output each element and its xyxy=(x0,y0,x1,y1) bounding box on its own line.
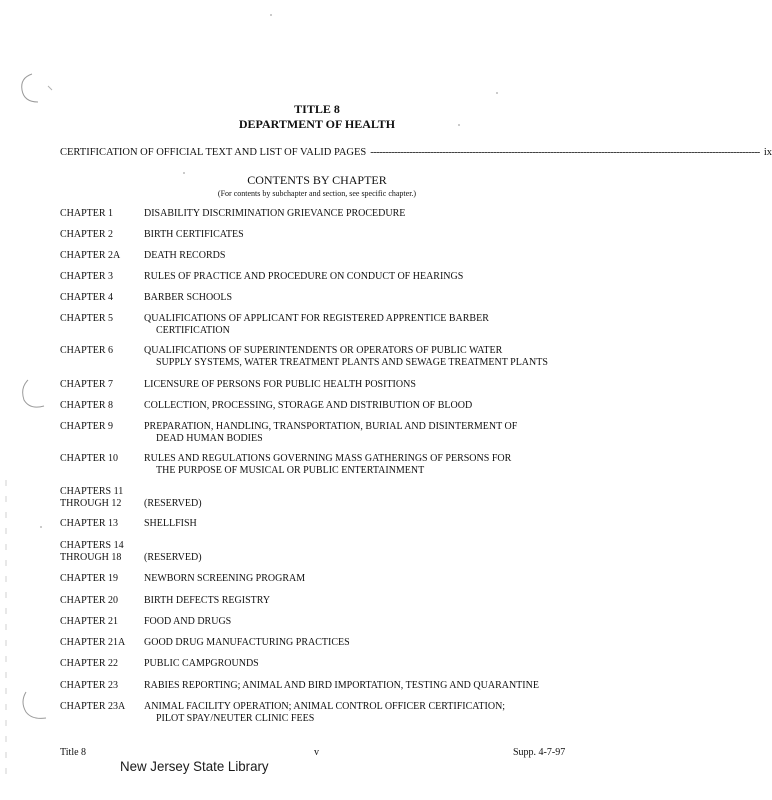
chapter-title xyxy=(144,616,580,628)
contents-heading xyxy=(0,173,618,199)
chapter-title-line: BIRTH DEFECTS REGISTRY xyxy=(144,595,271,606)
chapter-title-line: DISABILITY DISCRIMINATION GRIEVANCE PROCEDURE xyxy=(144,208,406,219)
chapter-title xyxy=(144,379,580,391)
library-stamp: New Jersey State Library xyxy=(120,758,269,774)
chapter-title-line: QUALIFICATIONS OF SUPERINTENDENTS OR OPERATORS OF PUBLIC WATER xyxy=(144,345,503,356)
scan-edge-line xyxy=(4,480,8,780)
footer-title: Title 8 xyxy=(60,747,87,758)
chapter-title-line: NEWBORN SCREENING PROGRAM xyxy=(144,573,306,584)
chapter-number: CHAPTER 9 xyxy=(60,421,114,432)
chapter-title xyxy=(144,680,580,692)
chapter-number: CHAPTER 23 xyxy=(60,680,119,691)
chapter-title-line: RABIES REPORTING; ANIMAL AND BIRD IMPORTATION, TESTING AND QUARANTINE xyxy=(144,680,539,691)
chapter-title xyxy=(144,573,580,585)
chapter-title-line: SUPPLY SYSTEMS, WATER TREATMENT PLANTS AND SEWAGE TREATMENT PLANTS xyxy=(156,357,548,368)
chapter-title-line xyxy=(144,486,580,498)
chapter-title xyxy=(144,540,580,564)
hole-punch-mark-bottom xyxy=(18,690,50,724)
chapter-title-line: QUALIFICATIONS OF APPLICANT FOR REGISTERED APPRENTICE BARBER xyxy=(144,313,489,324)
chapter-number: CHAPTER 23A xyxy=(60,701,126,712)
chapter-number: CHAPTER 4 xyxy=(60,292,114,303)
chapter-title-line: DEAD HUMAN BODIES xyxy=(156,433,263,444)
chapter-title xyxy=(144,400,580,412)
chapter-number: CHAPTER 8 xyxy=(60,400,114,411)
chapter-title xyxy=(144,229,580,241)
chapter-title-line: RULES OF PRACTICE AND PROCEDURE ON CONDUCT OF HEARINGS xyxy=(144,271,464,282)
title-number: TITLE 8 xyxy=(294,102,340,116)
chapter-title xyxy=(144,292,580,304)
chapter-title-line: (RESERVED) xyxy=(144,498,202,509)
chapter-title xyxy=(144,453,580,477)
chapter-number: CHAPTERS 11 THROUGH 12 xyxy=(60,486,124,509)
chapter-title xyxy=(144,313,580,337)
chapter-number: CHAPTER 10 xyxy=(60,453,119,464)
chapter-number: CHAPTER 7 xyxy=(60,379,114,390)
chapter-title-line: BIRTH CERTIFICATES xyxy=(144,229,244,240)
chapter-title-line: CERTIFICATION xyxy=(156,325,230,336)
chapter-title-line xyxy=(144,540,580,552)
chapter-title xyxy=(144,595,580,607)
chapter-title xyxy=(144,250,580,262)
chapter-number: CHAPTER 1 xyxy=(60,208,114,219)
chapter-title-line: PILOT SPAY/NEUTER CLINIC FEES xyxy=(156,713,315,724)
chapter-title-line: PUBLIC CAMPGROUNDS xyxy=(144,658,259,669)
certification-label: CERTIFICATION OF OFFICIAL TEXT AND LIST OF VALID PAGES xyxy=(60,147,367,158)
chapter-number: CHAPTER 20 xyxy=(60,595,119,606)
chapter-title xyxy=(144,345,580,369)
chapter-number: CHAPTER 6 xyxy=(60,345,114,356)
certification-page: ix xyxy=(763,147,772,158)
chapter-title-line: ANIMAL FACILITY OPERATION; ANIMAL CONTROL OFFICER CERTIFICATION; xyxy=(144,701,506,712)
chapter-number: CHAPTER 13 xyxy=(60,518,119,529)
chapter-title-line: DEATH RECORDS xyxy=(144,250,226,261)
chapter-title xyxy=(144,518,580,530)
chapter-title xyxy=(144,271,580,283)
footer-supplement-date: Supp. 4-7-97 xyxy=(513,747,566,758)
chapter-title-line: BARBER SCHOOLS xyxy=(144,292,233,303)
chapter-number: CHAPTER 2 xyxy=(60,229,114,240)
chapter-title-line: RULES AND REGULATIONS GOVERNING MASS GATHERINGS OF PERSONS FOR xyxy=(144,453,512,464)
chapter-title-line: FOOD AND DRUGS xyxy=(144,616,232,627)
contents-note: (For contents by subchapter and section, see specific chapter.) xyxy=(217,189,417,198)
chapter-title-line: THE PURPOSE OF MUSICAL OR PUBLIC ENTERTAINMENT xyxy=(156,465,425,476)
chapter-title xyxy=(144,701,580,725)
certification-line xyxy=(60,147,772,158)
department-name: DEPARTMENT OF HEALTH xyxy=(238,117,396,131)
contents-title: CONTENTS BY CHAPTER xyxy=(247,173,387,187)
hole-punch-mark-top xyxy=(18,72,54,106)
chapter-title-line: GOOD DRUG MANUFACTURING PRACTICES xyxy=(144,637,350,648)
chapter-number: CHAPTER 19 xyxy=(60,573,119,584)
chapter-title xyxy=(144,208,580,220)
chapter-number: CHAPTERS 14 THROUGH 18 xyxy=(60,540,124,563)
chapter-number: CHAPTER 22 xyxy=(60,658,119,669)
chapter-title-line: LICENSURE OF PERSONS FOR PUBLIC HEALTH POSITIONS xyxy=(144,379,416,390)
chapter-number: CHAPTER 5 xyxy=(60,313,114,324)
chapter-number: CHAPTER 2A xyxy=(60,250,121,261)
hole-punch-mark-middle xyxy=(18,378,50,412)
chapter-title-line: COLLECTION, PROCESSING, STORAGE AND DISTRIBUTION OF BLOOD xyxy=(144,400,473,411)
chapter-title-line: PREPARATION, HANDLING, TRANSPORTATION, BURIAL AND DISINTERMENT OF xyxy=(144,421,518,432)
chapter-title xyxy=(144,637,580,649)
chapter-title xyxy=(144,658,580,670)
chapter-title xyxy=(144,486,580,510)
chapter-number: CHAPTER 21A xyxy=(60,637,126,648)
chapter-number: CHAPTER 3 xyxy=(60,271,114,282)
dot-leader: ---------------------------------------------------------------------------------------------------------------------------------- xyxy=(370,147,760,158)
chapter-title-line: (RESERVED) xyxy=(144,552,202,563)
chapter-number: CHAPTER 21 xyxy=(60,616,119,627)
chapter-title-line: SHELLFISH xyxy=(144,518,197,529)
title-block xyxy=(0,102,618,132)
footer-page-number: v xyxy=(314,747,319,758)
chapter-title xyxy=(144,421,580,445)
